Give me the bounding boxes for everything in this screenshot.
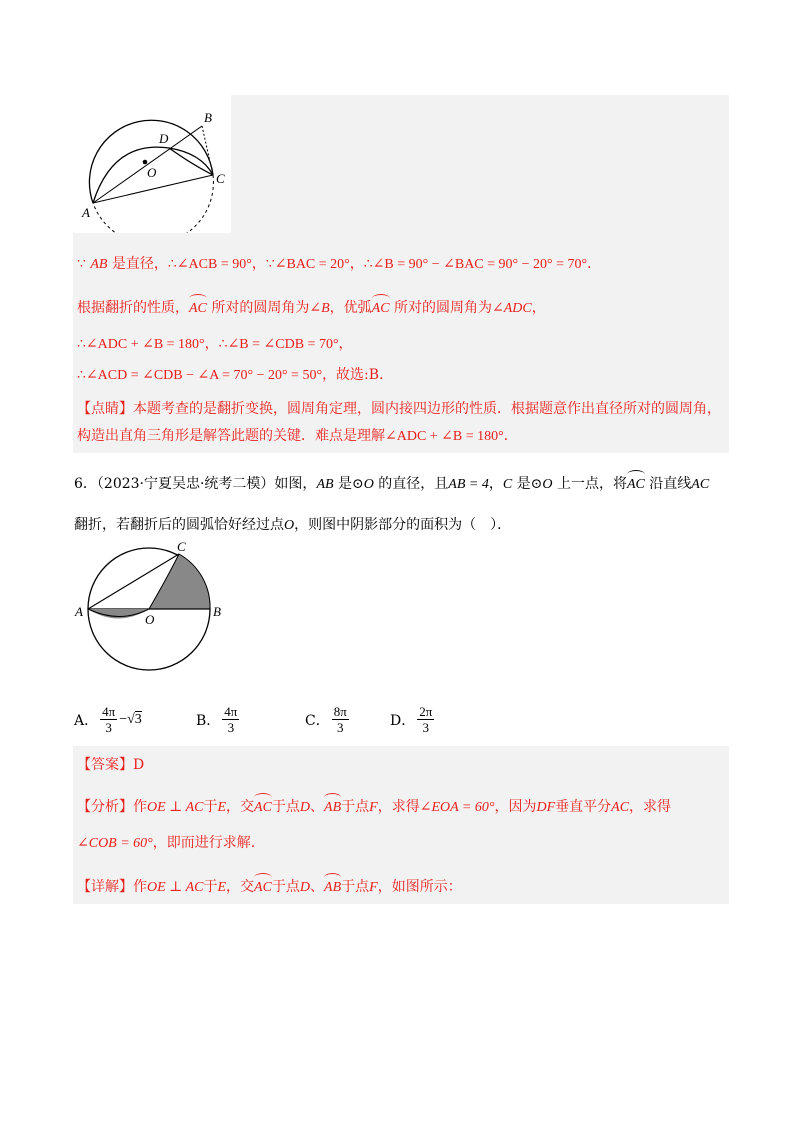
question-6-line-1: 6．（2023·宁夏吴忠·统考二模）如图，AB 是⊙O 的直径，且AB = 4，C 是⊙O 上一点，将AC 沿直线AC [74, 470, 709, 494]
option-C[interactable]: C． $\frac{8\pi}{3}$ [305, 704, 347, 735]
question-6-line-2: 翻折，若翻折后的圆弧恰好经过点O，则图中阴影部分的面积为（ ）． [74, 517, 512, 533]
label-D: D [159, 131, 169, 146]
label-B: B [213, 604, 221, 619]
analysis-line-2: ∠COB = 60°，即而进行求解. [77, 835, 256, 851]
figure-circle-fold-2 [72, 538, 242, 680]
label-A: A [75, 604, 83, 619]
detail-line: 【详解】作OE ⊥ AC于E，交AC于点D、AB于点F，如图所示： [77, 873, 462, 897]
solution-line-4: ∴∠ACD = ∠CDB − ∠A = 70° − 20° = 50°，故选:B． [77, 367, 394, 383]
figure-circle-fold-1 [73, 95, 231, 233]
solution-line-3: ∴∠ADC + ∠B = 180°，∴∠B = ∠CDB = 70°， [77, 336, 353, 352]
label-B: B [204, 110, 212, 125]
label-O: O [145, 612, 155, 627]
label-C: C [216, 171, 225, 186]
option-A[interactable]: A． $\frac{4\pi}{3}$ − √3 [74, 704, 142, 735]
solution-line-2: 根据翻折的性质，AC 所对的圆周角为∠B，优弧AC 所对的圆周角为∠ADC， [77, 294, 546, 318]
key-point-line-1: 【点睛】本题考查的是翻折变换，圆周角定理，圆内接四边形的性质．根据题意作出直径所对的圆周角， [77, 401, 721, 417]
label-C: C [177, 539, 186, 554]
key-point-line-2: 构造出直角三角形是解答此题的关键．难点是理解∠ADC + ∠B = 180°． [77, 428, 518, 444]
answer-line: 【答案】D [77, 757, 145, 773]
solution-line-1: ∵ AB 是直径，∴∠ACB = 90°，∵∠BAC = 20°，∴∠B = 90° − ∠BAC = 90° − 20° = 70°． [77, 256, 602, 272]
label-A: A [82, 205, 90, 220]
analysis-line-1: 【分析】作OE ⊥ AC于E，交AC于点D、AB于点F，求得∠EOA = 60°，因为DF垂直平分AC，求得 [77, 793, 671, 817]
label-O: O [147, 165, 157, 180]
option-D[interactable]: D． $\frac{2\pi}{3}$ [390, 704, 433, 735]
option-B[interactable]: B． $\frac{4\pi}{3}$ [196, 704, 238, 735]
